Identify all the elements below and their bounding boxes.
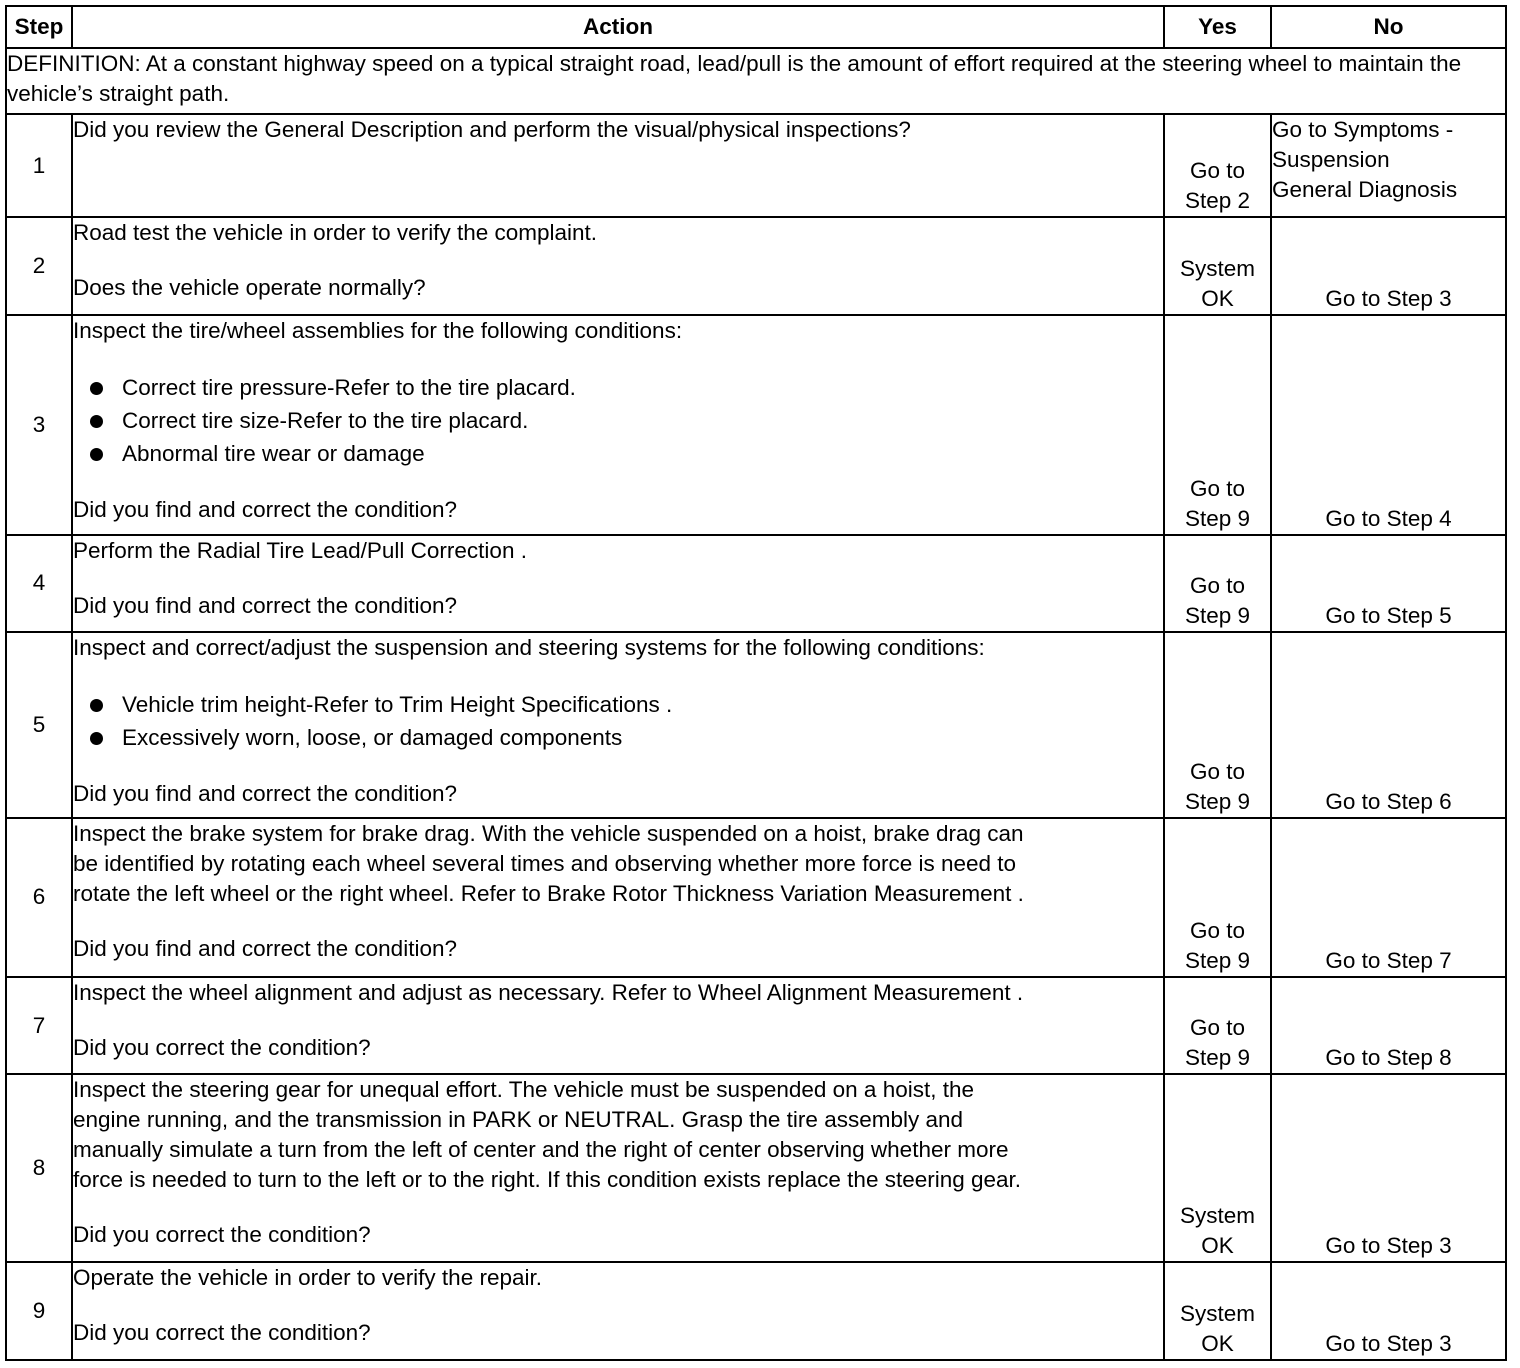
step-row xyxy=(6,977,1506,1075)
step-row xyxy=(6,818,1506,977)
condition-item xyxy=(73,721,1163,754)
condition-text: Excessively worn, loose, or damaged components xyxy=(122,725,623,751)
step-number: 3 xyxy=(6,315,72,534)
spacer xyxy=(73,1293,1163,1318)
no-line: Go to Step 7 xyxy=(1325,947,1452,973)
yes-result xyxy=(1164,217,1271,316)
action-question: Did you correct the condition? xyxy=(73,1222,371,1248)
header-action: Action xyxy=(72,6,1164,48)
spacer xyxy=(73,470,1163,495)
spacer xyxy=(73,663,1163,688)
no-line: Go to Step 3 xyxy=(1325,1233,1452,1259)
step-number: 9 xyxy=(6,1262,72,1360)
step-number: 1 xyxy=(6,114,72,217)
condition-item xyxy=(73,437,1163,470)
action-cell xyxy=(72,632,1164,818)
yes-line: OK xyxy=(1201,286,1234,312)
yes-result xyxy=(1164,632,1271,818)
action-cell xyxy=(72,977,1164,1075)
condition-text: Correct tire size-Refer to the tire placard. xyxy=(122,408,529,434)
spacer xyxy=(73,754,1163,779)
yes-line: Step 9 xyxy=(1184,1045,1251,1071)
action-line: force is needed to turn to the left or to the right. If this condition exists replace the steering gear. xyxy=(73,1167,1022,1193)
diagnostic-table xyxy=(5,5,1507,1361)
yes-result xyxy=(1164,114,1271,217)
spacer xyxy=(73,248,1163,273)
yes-line: Step 9 xyxy=(1184,505,1251,531)
step-row xyxy=(6,315,1506,534)
step-row xyxy=(6,217,1506,316)
step-row xyxy=(6,1074,1506,1262)
step-number: 5 xyxy=(6,632,72,818)
action-question: Does the vehicle operate normally? xyxy=(73,274,426,300)
condition-text: Correct tire pressure-Refer to the tire placard. xyxy=(122,375,576,401)
yes-line: OK xyxy=(1201,1233,1234,1259)
action-line: Inspect the tire/wheel assemblies for the following conditions: xyxy=(73,318,683,344)
no-line: Go to Symptoms - xyxy=(1272,117,1454,143)
no-line: Go to Step 8 xyxy=(1325,1045,1452,1071)
spacer xyxy=(73,909,1163,934)
step-number: 2 xyxy=(6,217,72,316)
definition-row xyxy=(6,48,1506,114)
step-number: 8 xyxy=(6,1074,72,1262)
bullet-icon xyxy=(90,382,103,395)
action-question: Did you correct the condition? xyxy=(73,1034,371,1060)
spacer xyxy=(73,566,1163,591)
condition-item xyxy=(73,404,1163,437)
yes-line: Step 9 xyxy=(1184,947,1251,973)
condition-text: Abnormal tire wear or damage xyxy=(122,441,425,467)
action-line: Road test the vehicle in order to verify the complaint. xyxy=(73,219,598,245)
step-number: 4 xyxy=(6,535,72,633)
action-line: Inspect the steering gear for unequal effort. The vehicle must be suspended on a hoist, the xyxy=(73,1077,974,1103)
no-result xyxy=(1271,217,1506,316)
action-question: Did you find and correct the condition? xyxy=(73,781,457,807)
step-row xyxy=(6,114,1506,217)
no-result xyxy=(1271,535,1506,633)
action-line: Inspect the brake system for brake drag. With the vehicle suspended on a hoist, brake drag can xyxy=(73,821,1024,847)
action-cell xyxy=(72,818,1164,977)
yes-line: System xyxy=(1179,1301,1255,1326)
spacer xyxy=(73,346,1163,371)
yes-line: Step 9 xyxy=(1184,789,1251,815)
step-number: 7 xyxy=(6,977,72,1075)
action-line: manually simulate a turn from the left of center and the right of center observing whether more xyxy=(73,1137,1009,1163)
no-result xyxy=(1271,114,1506,217)
yes-line: Step 9 xyxy=(1184,603,1251,629)
no-result xyxy=(1271,977,1506,1075)
yes-line: Go to xyxy=(1189,917,1246,943)
bullet-icon xyxy=(90,732,103,745)
action-cell xyxy=(72,1074,1164,1262)
no-line: Go to Step 3 xyxy=(1325,1331,1452,1356)
step-row xyxy=(6,632,1506,818)
bullet-icon xyxy=(90,448,103,461)
action-line: Inspect and correct/adjust the suspension and steering systems for the following conditions: xyxy=(73,635,985,661)
yes-line: Go to xyxy=(1189,1015,1246,1041)
yes-line: Step 2 xyxy=(1184,187,1251,213)
action-line: rotate the left wheel or the right wheel. Refer to Brake Rotor Thickness Variation Measurement . xyxy=(73,881,1024,907)
action-cell xyxy=(72,315,1164,534)
action-question: Did you find and correct the condition? xyxy=(73,497,457,523)
spacer xyxy=(73,1195,1163,1220)
yes-line: System xyxy=(1179,256,1255,282)
header-yes: Yes xyxy=(1164,6,1271,48)
action-cell xyxy=(72,114,1164,217)
bullet-icon xyxy=(90,415,103,428)
no-result xyxy=(1271,1074,1506,1262)
action-cell xyxy=(72,535,1164,633)
action-line: Perform the Radial Tire Lead/Pull Correction . xyxy=(73,537,527,563)
yes-line: Go to xyxy=(1189,157,1246,183)
header-step: Step xyxy=(6,6,72,48)
yes-result xyxy=(1164,977,1271,1075)
no-result xyxy=(1271,632,1506,818)
no-result xyxy=(1271,1262,1506,1360)
condition-list xyxy=(73,371,1163,470)
yes-line: OK xyxy=(1201,1331,1234,1356)
yes-line: Go to xyxy=(1189,573,1246,599)
no-result xyxy=(1271,315,1506,534)
step-row xyxy=(6,1262,1506,1360)
action-question: Did you find and correct the condition? xyxy=(73,936,457,962)
condition-text: Vehicle trim height-Refer to Trim Height Specifications . xyxy=(122,692,673,718)
no-line: Go to Step 4 xyxy=(1325,505,1452,531)
bullet-icon xyxy=(90,699,103,712)
action-line: Operate the vehicle in order to verify the repair. xyxy=(73,1265,542,1291)
no-line: Suspension xyxy=(1272,147,1390,173)
condition-list xyxy=(73,688,1163,754)
header-no: No xyxy=(1271,6,1506,48)
no-line: Go to Step 6 xyxy=(1325,789,1452,815)
action-cell xyxy=(72,217,1164,316)
step-number: 6 xyxy=(6,818,72,977)
action-line: engine running, and the transmission in PARK or NEUTRAL. Grasp the tire assembly and xyxy=(73,1107,964,1133)
action-line: Inspect the wheel alignment and adjust as necessary. Refer to Wheel Alignment Measurement . xyxy=(73,979,1024,1005)
action-question: Did you correct the condition? xyxy=(73,1320,371,1346)
step-row xyxy=(6,535,1506,633)
yes-result xyxy=(1164,315,1271,534)
yes-result xyxy=(1164,1074,1271,1262)
yes-line: System xyxy=(1179,1203,1255,1229)
no-line: Go to Step 5 xyxy=(1325,603,1452,629)
spacer xyxy=(73,1008,1163,1033)
action-line: be identified by rotating each wheel several times and observing whether more force is need to xyxy=(73,851,1017,877)
yes-result xyxy=(1164,1262,1271,1360)
yes-line: Go to xyxy=(1189,475,1246,501)
action-cell xyxy=(72,1262,1164,1360)
action-line: Did you review the General Description and perform the visual/physical inspections? xyxy=(73,117,911,143)
condition-item xyxy=(73,371,1163,404)
yes-result xyxy=(1164,535,1271,633)
no-result xyxy=(1271,818,1506,977)
header-row xyxy=(6,6,1506,48)
no-line: General Diagnosis xyxy=(1272,177,1458,203)
action-question: Did you find and correct the condition? xyxy=(73,592,457,618)
condition-item xyxy=(73,688,1163,721)
yes-line: Go to xyxy=(1189,759,1246,785)
yes-result xyxy=(1164,818,1271,977)
no-line: Go to Step 3 xyxy=(1325,286,1452,312)
definition-text: DEFINITION: At a constant highway speed on a typical straight road, lead/pull is the amount of effort required at the steering wheel to maintain the vehicle’s straight path. xyxy=(6,48,1506,114)
